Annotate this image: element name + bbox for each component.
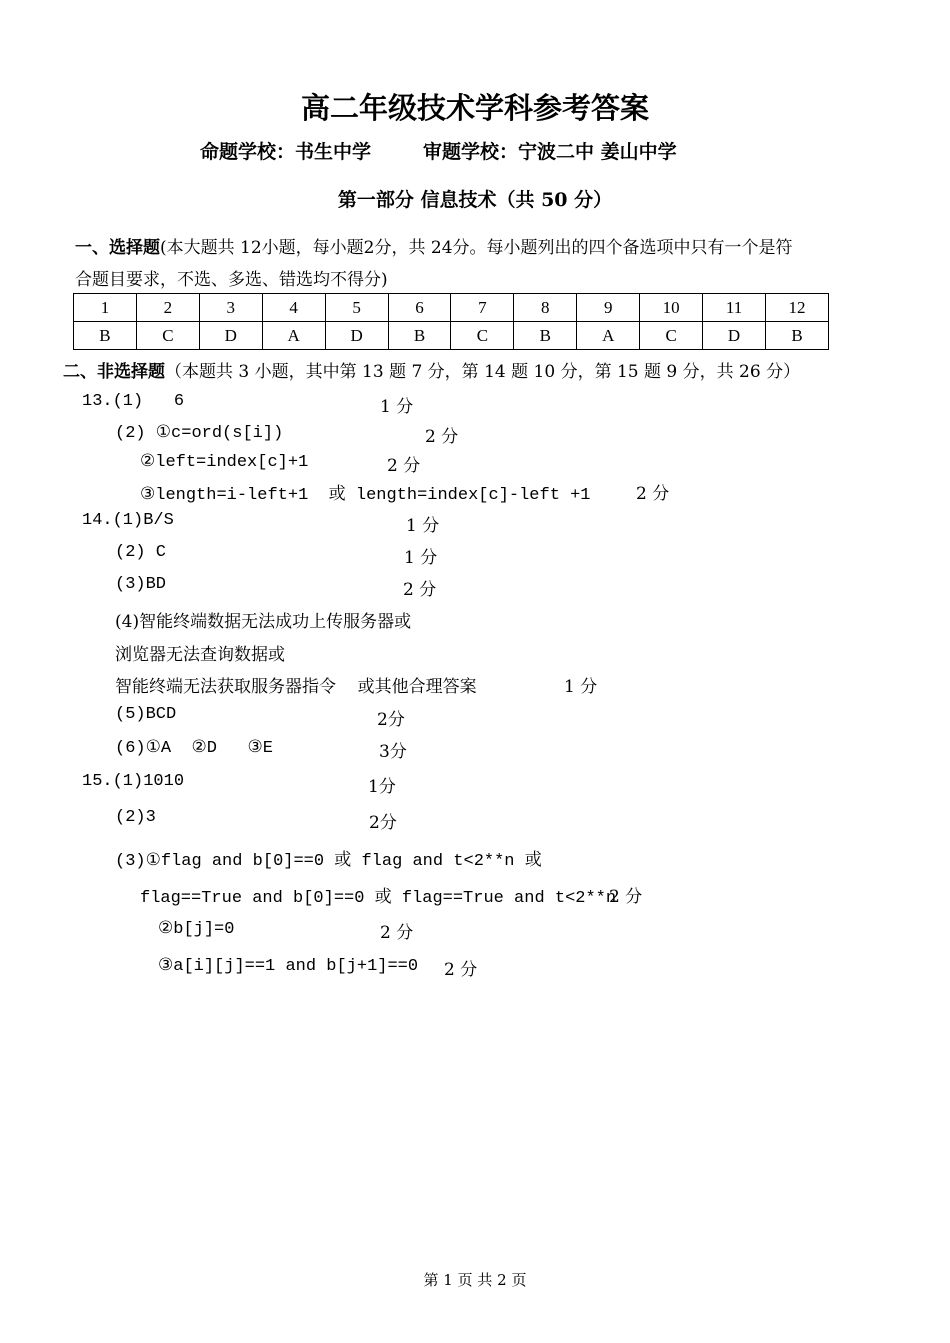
q13-line2-score: 2 分 (425, 427, 459, 447)
q14-line8-score: 3分 (379, 742, 407, 762)
page-footer: 第 1 页 共 2 页 (423, 1271, 527, 1289)
proposer-school: 命题学校：书生中学 (200, 141, 372, 163)
q14-line6: 智能终端无法获取服务器指令 或其他合理答案 (115, 677, 477, 697)
table-row-numbers (74, 294, 829, 322)
table-cell: 11 (703, 294, 766, 322)
q14-line3-score: 2 分 (403, 580, 437, 600)
page-title: 高二年级技术学科参考答案 (300, 91, 649, 125)
answer-table (73, 293, 829, 350)
q14-line1-score: 1 分 (406, 516, 440, 536)
table-cell: B (765, 322, 828, 350)
part-heading: 第一部分 信息技术（共 50 分） (337, 189, 613, 211)
section2-heading: 二、非选择题 (63, 362, 165, 382)
table-cell: 2 (136, 294, 199, 322)
q14-line3: (3)BD (115, 575, 167, 594)
table-cell: A (262, 322, 325, 350)
table-cell: 12 (765, 294, 828, 322)
section1-heading: 一、选择题 (75, 238, 160, 258)
section1-desc-line1: (本大题共 12小题，每小题2分，共 24分。每小题列出的四个备选项中只有一个是符 (160, 238, 793, 258)
q15-line2-score: 2分 (369, 813, 397, 833)
q15-line4: flag==True and b[0]==0 或 flag==True and t<2**n (140, 889, 617, 908)
table-cell: D (703, 322, 766, 350)
q14-line2: (2) C (115, 543, 167, 562)
q13-line3-score: 2 分 (387, 456, 421, 476)
table-cell: 5 (325, 294, 388, 322)
q14-line2-score: 1 分 (404, 548, 438, 568)
table-cell: C (640, 322, 703, 350)
q14-line1: 14.(1)B/S (82, 511, 174, 530)
q13-line1-score: 1 分 (380, 397, 414, 417)
reviewer-school: 审题学校：宁波二中 姜山中学 (423, 141, 677, 163)
table-cell: 3 (199, 294, 262, 322)
table-row-answers (74, 322, 829, 350)
table-cell: B (514, 322, 577, 350)
q13-line4-score: 2 分 (636, 484, 670, 504)
table-cell: B (388, 322, 451, 350)
section2-intro (63, 357, 800, 382)
section2-desc: （本题共 3 小题，其中第 13 题 7 分，第 14 题 10 分，第 15 题 9 分，共 26 分） (165, 362, 801, 382)
table-cell: 7 (451, 294, 514, 322)
q14-line8: (6)①A ②D ③E (115, 739, 273, 758)
q15-line5: ②b[j]=0 (158, 920, 235, 939)
q15-line5-score: 2 分 (380, 923, 414, 943)
table-cell: 6 (388, 294, 451, 322)
q15-line6: ③a[i][j]==1 and b[j+1]==0 (158, 957, 419, 976)
q15-line1-score: 1分 (368, 777, 396, 797)
q15-line6-score: 2 分 (444, 960, 478, 980)
table-cell: 9 (577, 294, 640, 322)
q13-line4: ③length=i-left+1 或 length=index[c]-left +1 (140, 486, 591, 505)
table-cell: C (451, 322, 514, 350)
table-cell: 4 (262, 294, 325, 322)
q14-line5: 浏览器无法查询数据或 (115, 645, 285, 665)
table-cell: 8 (514, 294, 577, 322)
table-cell: D (199, 322, 262, 350)
q14-line6-score: 1 分 (564, 677, 598, 697)
table-cell: 1 (74, 294, 137, 322)
school-info (200, 137, 677, 164)
table-cell: C (136, 322, 199, 350)
table-cell: B (74, 322, 137, 350)
section1-intro (75, 233, 793, 258)
q13-line3: ②left=index[c]+1 (140, 453, 309, 472)
q15-line4-score: 2 分 (609, 887, 643, 907)
table-cell: A (577, 322, 640, 350)
q15-line1: 15.(1)1010 (82, 772, 185, 791)
q15-line3: (3)①flag and b[0]==0 或 flag and t<2**n 或 (115, 852, 542, 871)
q13-line2: (2) ①c=ord(s[i]) (115, 424, 284, 443)
q15-line2: (2)3 (115, 808, 156, 827)
table-cell: D (325, 322, 388, 350)
q14-line7: (5)BCD (115, 705, 177, 724)
q14-line4: (4)智能终端数据无法成功上传服务器或 (115, 612, 412, 632)
table-cell: 10 (640, 294, 703, 322)
q13-line1: 13.(1) 6 (82, 392, 185, 411)
q14-line7-score: 2分 (377, 710, 405, 730)
section1-desc-line2: 合题目要求，不选、多选、错选均不得分) (75, 270, 388, 290)
